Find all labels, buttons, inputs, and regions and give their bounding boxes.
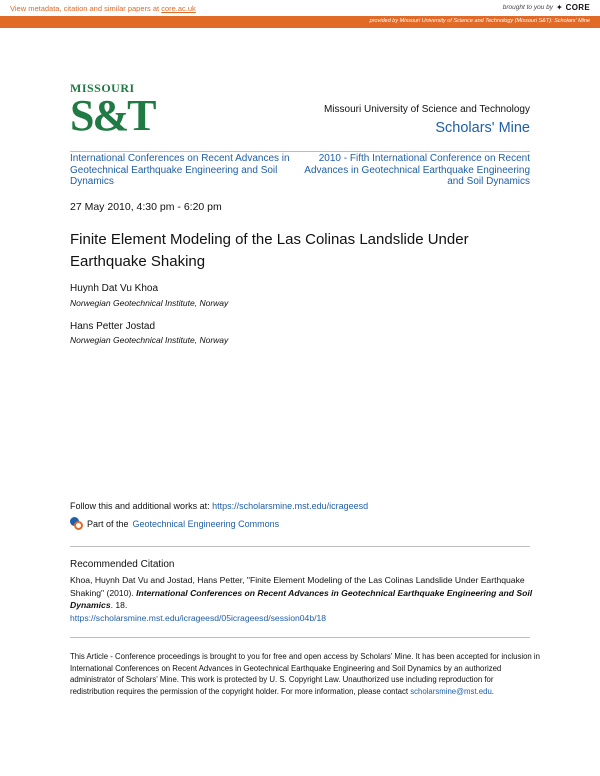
- university-name: Missouri University of Science and Technology: [323, 104, 530, 115]
- contact-email[interactable]: scholarsmine@mst.edu: [410, 686, 492, 696]
- logo-st: S&T: [70, 91, 155, 140]
- recommended-citation-heading: Recommended Citation: [70, 559, 175, 570]
- access-notice: [70, 651, 540, 697]
- follow-works: [70, 501, 368, 511]
- core-banner: [0, 0, 600, 16]
- divider-bottom: [70, 637, 530, 638]
- core-link[interactable]: core.ac.uk: [161, 4, 196, 13]
- mst-logo: [70, 81, 155, 140]
- brought-by: [503, 3, 590, 12]
- author-name: Hans Petter Jostad: [70, 321, 156, 332]
- citation-url[interactable]: https://scholarsmine.mst.edu/icrageesd/05icrageesd/session04b/18: [70, 612, 327, 623]
- core-logo-icon: ✦: [555, 3, 563, 12]
- provided-by-text: provided by Missouri University of Science and Technology (Missouri S&T): Scholars' Mine: [369, 18, 590, 24]
- core-logo-text[interactable]: CORE: [565, 3, 590, 12]
- author-affiliation: Norwegian Geotechnical Institute, Norway: [70, 298, 229, 308]
- scholars-mine-link[interactable]: Scholars' Mine: [435, 120, 530, 136]
- session-date: 27 May 2010, 4:30 pm - 6:20 pm: [70, 201, 222, 213]
- author-name: Huynh Dat Vu Khoa: [70, 283, 159, 294]
- part-of-label: Part of the: [87, 518, 129, 529]
- view-metadata-text[interactable]: [10, 4, 196, 13]
- brought-by-label: brought to you by: [502, 4, 553, 11]
- citation-body: [70, 574, 540, 624]
- collection-link-left[interactable]: International Conferences on Recent Advances in Geotechnical Earthquake Engineering and Soil Dynamics: [70, 153, 290, 187]
- follow-label: Follow this and additional works at:: [70, 501, 213, 511]
- view-metadata-label: View metadata, citation and similar papers at: [10, 4, 162, 13]
- divider-top: [70, 151, 530, 152]
- author-affiliation: Norwegian Geotechnical Institute, Norway: [70, 335, 229, 345]
- notice-end: .: [491, 686, 494, 696]
- commons-link[interactable]: Geotechnical Engineering Commons: [132, 518, 280, 529]
- part-of: [70, 517, 279, 530]
- follow-link[interactable]: https://scholarsmine.mst.edu/icrageesd: [212, 501, 369, 511]
- citation-venue: International Conferences on Recent Advances in Geotechnical Earthquake Engineering and Soil Dynamics: [70, 587, 533, 610]
- notice-text: This Article - Conference proceedings is brought to you for free and open access by Scholars' Mine. It has been accepted for inclusion in International Conferences on Recent Advances in Geotechnical Earthquake Engineering and Soil Dynamics by an authorized administrator of Scholars' Mine. This work is protected by U. S. Copyright Law. Unauthorized use including reproduction for redistribution requires the permission of the copyright holder. For more information, please contact: [70, 652, 540, 696]
- divider-middle: [70, 546, 530, 547]
- collection-link-right[interactable]: 2010 - Fifth International Conference on Recent Advances in Geotechnical Earthquake Engineering and Soil Dynamics: [304, 153, 530, 187]
- citation-suffix: . 18.: [110, 600, 128, 610]
- commons-icon: [70, 517, 83, 530]
- paper-title: Finite Element Modeling of the Las Colinas Landslide Under Earthquake Shaking: [70, 231, 469, 270]
- logo-missouri: MISSOURI: [70, 81, 135, 95]
- citation-text: Khoa, Huynh Dat Vu and Jostad, Hans Petter, "Finite Element Modeling of the Las Colinas Landslide Under Earthquake Shaking" (2010).: [70, 575, 525, 598]
- provided-by-bar: [0, 16, 600, 28]
